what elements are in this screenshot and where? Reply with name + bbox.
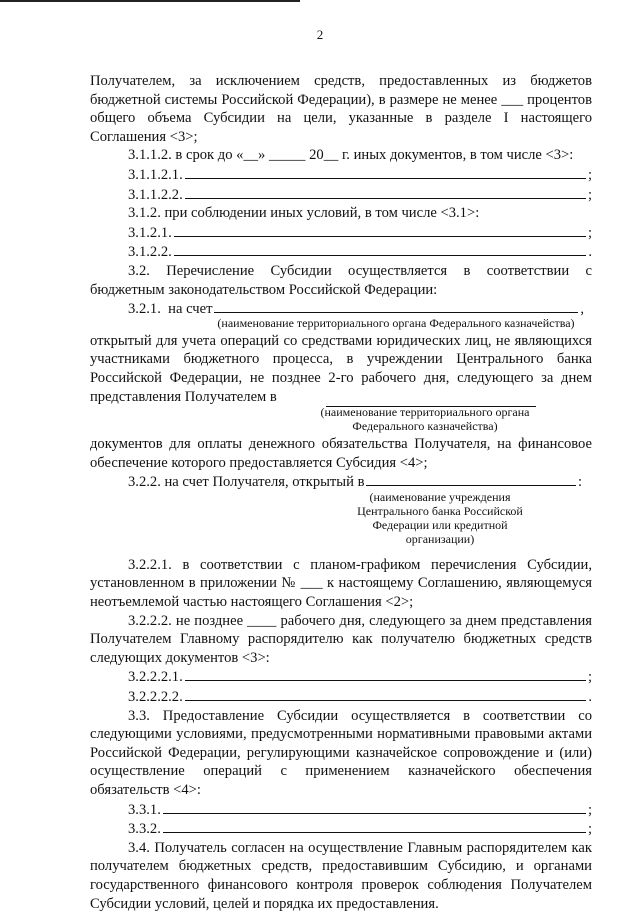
terminator: :: [577, 474, 582, 491]
top-rule: [0, 0, 300, 2]
caption-bank: (наименование учреждения Центрального банка Российской Федерации или кредитной организации): [357, 489, 523, 546]
blank-line: [174, 223, 586, 237]
clause-3-4: 3.4. Получатель согласен на осуществление Главным распорядителем как получателем бюджетных средств, предоставившим Субсидию, и органами государственного финансового контроля проверок соблюдения Получателем Субсидии условий, целей и порядка их предоставления.: [90, 839, 592, 912]
blank-line: [185, 165, 586, 179]
terminator: ;: [587, 801, 592, 818]
terminator: ;: [587, 669, 592, 686]
blank-3-1-2-1: [90, 223, 592, 243]
label: 3.1.2.1.: [128, 224, 172, 241]
terminator: ,: [580, 301, 584, 318]
label: 3.2.2.2.2.: [128, 689, 183, 706]
label: 3.3.1.: [128, 801, 161, 818]
blank-line: [163, 819, 586, 833]
label: 3.2.2. на счет Получателя, открытый в: [128, 474, 365, 491]
document-body: [90, 72, 592, 913]
label: 3.1.1.2.2.: [128, 186, 183, 203]
terminator: ;: [587, 821, 592, 838]
clause-3-3: 3.3. Предоставление Субсидии осуществляется в соответствии со следующими условиями, предусмотренными нормативными правовыми актами Российской Федерации, регулирующими казначейское сопровождение и (или) осуществление операций с применением казначейского обеспечения обязательств <4>:: [90, 707, 592, 798]
label: 3.2.1. на счет: [128, 301, 213, 318]
clause-3-2-1-text: открытый для учета операций со средствами юридических лиц, не являющихся участниками бюджетного процесса, в учреждении Центрального банка Российской Федерации, не позднее 2-го рабочего дня, следующего за днем представления Получателем в: [90, 332, 592, 405]
terminator: .: [588, 244, 592, 261]
blank-line: [214, 299, 578, 313]
clause-3-2-2-1: 3.2.2.1. в соответствии с планом-графиком перечисления Субсидии, установленном в приложении № ___ к настоящему Соглашению, являющемуся неотъемлемой частью настоящего Соглашения <2>;: [90, 556, 592, 611]
blank-line: [366, 472, 575, 486]
blank-line: [185, 185, 586, 199]
paragraph-intro: Получателем, за исключением средств, предоставленных из бюджетов бюджетной системы Российской Федерации), в размере не менее ___ процентов общего объема Субсидии на цели, указанные в разделе I настоящего Соглашения <3>;: [90, 73, 592, 145]
label: 3.1.1.2.1.: [128, 166, 183, 183]
clause-3-2: 3.2. Перечисление Субсидии осуществляется в соответствии с бюджетным законодательством Российской Федерации:: [90, 262, 592, 298]
blank-3-1-1-2-2: [90, 185, 592, 205]
terminator: .: [588, 689, 592, 706]
blank-3-3-1: [90, 800, 592, 820]
blank-line: [185, 687, 587, 701]
paragraph-documents: документов для оплаты денежного обязательства Получателя, на финансовое обеспечение которого предоставляется Субсидия <4>;: [90, 436, 592, 471]
clause-3-1-1-2: 3.1.1.2. в срок до «__» _____ 20__ г. иных документов, в том числе <3>:: [128, 147, 574, 164]
blank-line: [185, 667, 586, 681]
page-number: 2: [316, 27, 324, 42]
blank-3-1-2-2: [90, 242, 592, 262]
blank-3-2-2-2-2: [90, 687, 592, 707]
caption-treasury: (наименование территориального органа Федерального казначейства): [217, 315, 575, 330]
label: 3.1.2.2.: [128, 244, 172, 261]
blank-3-3-2: [90, 819, 592, 839]
terminator: ;: [587, 166, 592, 183]
clause-3-1-2: 3.1.2. при соблюдении иных условий, в том числе <3.1>:: [128, 205, 480, 222]
blank-3-1-1-2-1: [90, 165, 592, 185]
terminator: ;: [587, 224, 592, 241]
label: 3.2.2.2.1.: [128, 669, 183, 686]
blank-3-2-2-2-1: [90, 667, 592, 687]
terminator: ;: [587, 186, 592, 203]
blank-line: [163, 800, 586, 814]
clause-3-2-2-2: 3.2.2.2. не позднее ____ рабочего дня, следующего за днем представления Получателем Главному распорядителю как получателю бюджетных средств следующих документов <3>:: [90, 612, 592, 666]
blank-line: [174, 242, 587, 256]
caption-treasury-2: (наименование территориального органа Федерального казначейства): [320, 405, 530, 434]
label: 3.3.2.: [128, 821, 161, 838]
